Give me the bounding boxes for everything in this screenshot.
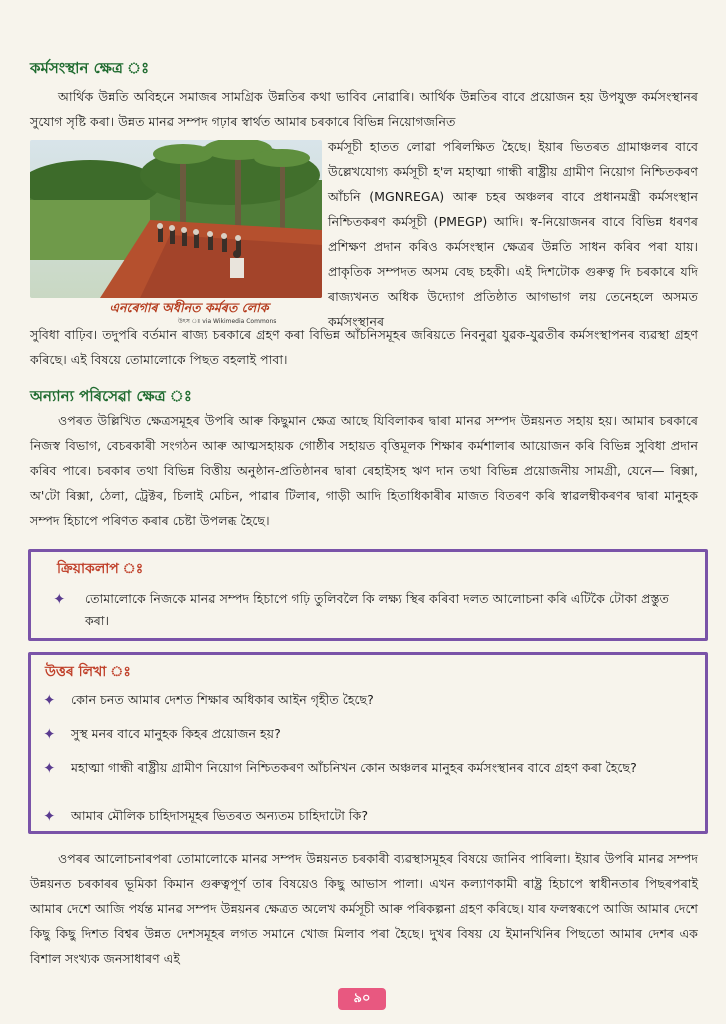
employment-schemes-paragraph: কৰ্মসূচী হাতত লোৱা পৰিলক্ষিত হৈছে। ইয়াৰ ভিতৰত গ্ৰামাঞ্চলৰ বাবে উল্লেখযোগ্য কৰ্মসূচী হ'ল মহাত্মা গান্ধী ৰাষ্ট্ৰীয় গ্ৰামীণ নিয়োগ নিশ্চিতকৰণ আঁচনি (MGNREGA) আৰু চহৰ অঞ্চলৰ বাবে প্ৰধানমন্ত্ৰী কৰ্মসংস্থান নিশ্চিতকৰণ কৰ্মসূচী (PMEGP) আদি। স্ব-নিয়োজনৰ বাবে বিভিন্ন ধৰণৰ প্ৰশিক্ষণ প্ৰদান কৰিও কৰ্মসংস্থান ক্ষেত্ৰৰ উন্নতি সাধন কৰিব পৰা যায়। প্ৰাকৃতিক সম্পদত অসম বেছ চহকী। এই দিশটোক গুৰুত্ব দি চৰকাৰে যদি ৰাজ্যখনত অধিক উদ্যোগ প্ৰতিষ্ঠাত আগভাগ লয় তেনেহলে অসমত কৰ্মসংস্থানৰ <box>328 139 698 329</box>
photo-credit: উৎস ঃ via Wikimedia Commons <box>178 318 277 325</box>
bullet-star-icon: ✦ <box>43 725 56 743</box>
bullet-star-icon: ✦ <box>43 759 56 777</box>
employment-intro-paragraph: আৰ্থিক উন্নতি অবিহনে সমাজৰ সামগ্ৰিক উন্নতিৰ কথা ভাবিব নোৱাৰি। আৰ্থিক উন্নতিৰ বাবে প্ৰয়োজন হয় উপযুক্ত কৰ্মসংস্থানৰ সুযোগ সৃষ্টি কৰা। উন্নত মানৱ সম্পদ গঢ়াৰ স্বাৰ্থত আমাৰ চৰকাৰে বিভিন্ন নিয়োগজনিত <box>30 89 698 129</box>
page-number: ৯০ <box>338 988 386 1010</box>
activity-box <box>28 549 708 641</box>
closing-paragraph: ওপৰৰ আলোচনাৰপৰা তোমালোকে মানৱ সম্পদ উন্নয়নত চৰকাৰী ব্যৱস্থাসমূহৰ বিষয়ে জানিব পাৰিলা। ইয়াৰ উপৰি মানৱ সম্পদ উন্নয়নত চৰকাৰৰ ভূমিকা কিমান গুৰুত্বপূৰ্ণ তাৰ বিষয়েও কিছু আভাস পালা। এখন কল্যাণকামী ৰাষ্ট্ৰ হিচাপে স্বাধীনতাৰ পিছৰপৰাই আমাৰ দেশে আজি পৰ্যন্ত মানৱ সম্পদ উন্নয়নৰ ক্ষেত্ৰত অলেখ কৰ্মসূচী আৰু পৰিকল্পনা গ্ৰহণ কৰিছে। যাৰ ফলস্বৰূপে আজি আমাৰ দেশে কিছু কিছু দিশত বিশ্বৰ উন্নত দেশসমূহৰ লগত সমানে খোজ মিলাব পৰা হৈছে। দুখৰ বিষয় যে ইমানখিনিৰ পিছতো আমাৰ দেশৰ এক বিশাল সংখ্যক জনসাধাৰণ এই <box>30 851 698 966</box>
mgnrega-photo-illustration <box>30 140 322 298</box>
bullet-star-icon: ✦ <box>43 807 56 825</box>
bullet-star-icon: ✦ <box>43 691 56 709</box>
section-heading-other-services: অন্যান্য পৰিসেৱা ক্ষেত্ৰ ঃ <box>30 387 192 405</box>
employment-closing-paragraph: সুবিধা বাঢ়িব। তদুপৰি বৰ্তমান ৰাজ্য চৰকাৰে গ্ৰহণ কৰা বিভিন্ন আঁচনিসমূহৰ জৰিয়তে নিবনুৱা যুৱক-যুৱতীৰ কৰ্মসংস্থাপনৰ ব্যৱস্থা গ্ৰহণ কৰিছে। এই বিষয়ে তোমালোকে পিছত বহলাই পাবা। <box>30 327 698 367</box>
mgnrega-workers-photo <box>30 140 322 298</box>
question-item: আমাৰ মৌলিক চাহিদাসমূহৰ ভিতৰত অন্যতম চাহিদাটো কি? <box>71 808 369 823</box>
activity-title: ক্ৰিয়াকলাপ ঃ <box>57 561 144 577</box>
section-heading-employment: কৰ্মসংস্থান ক্ষেত্ৰ ঃ <box>30 59 150 77</box>
answer-box <box>28 652 708 834</box>
activity-item: তোমালোকে নিজকে মানৱ সম্পদ হিচাপে গঢ়ি তুলিবলৈ কি লক্ষ্য স্থিৰ কৰিবা দলত আলোচনা কৰি এটিকৈ টোকা প্ৰস্তুত কৰা। <box>85 591 669 628</box>
question-item: সুস্থ মনৰ বাবে মানুহক কিহৰ প্ৰয়োজন হয়? <box>71 726 281 741</box>
question-item: কোন চনত আমাৰ দেশত শিক্ষাৰ অধিকাৰ আইন গৃহীত হৈছে? <box>71 692 374 707</box>
answer-title: উত্তৰ লিখা ঃ <box>45 664 131 680</box>
other-services-paragraph: ওপৰত উল্লিখিত ক্ষেত্ৰসমূহৰ উপৰি আৰু কিছুমান ক্ষেত্ৰ আছে যিবিলাকৰ দ্বাৰা মানৱ সম্পদ উন্নয়নত সহায় হয়। আমাৰ চৰকাৰে নিজস্ব বিভাগ, বেচৰকাৰী সংগঠন আৰু আত্মসহায়ক গোষ্ঠীৰ সহায়ত বৃত্তিমূলক শিক্ষাৰ কৰ্মশালাৰ আয়োজন কৰি বিভিন্ন সুবিধা প্ৰদান কৰিব পাৰে। চৰকাৰ তথা বিভিন্ন বিত্তীয় অনুষ্ঠান-প্ৰতিষ্ঠানৰ দ্বাৰা ৰেহাইসহ ঋণ দান তথা বিভিন্ন প্ৰয়োজনীয় সামগ্ৰী, যেনে— ৰিক্সা, অ'টো ৰিক্সা, ঠেলা, ট্ৰেক্টৰ, চিলাই মেচিন, পাৱাৰ টিলাৰ, গাড়ী আদি হিতাধিকাৰীৰ মাজত বিতৰণ কৰি স্বাৱলম্বীকৰণৰ দ্বাৰা মানুহক সম্পদ হিচাপে পৰিণত কৰাৰ চেষ্টা উপলব্ধ হৈছে। <box>30 413 698 528</box>
question-item: মহাত্মা গান্ধী ৰাষ্ট্ৰীয় গ্ৰামীণ নিয়োগ নিশ্চিতকৰণ আঁচনিখন কোন অঞ্চলৰ মানুহৰ কৰ্মসংস্থানৰ বাবে গ্ৰহণ কৰা হৈছে? <box>71 760 637 775</box>
photo-caption: এনৰেগাৰ অধীনত কৰ্মৰত লোক <box>109 300 269 315</box>
bullet-star-icon: ✦ <box>53 590 66 608</box>
